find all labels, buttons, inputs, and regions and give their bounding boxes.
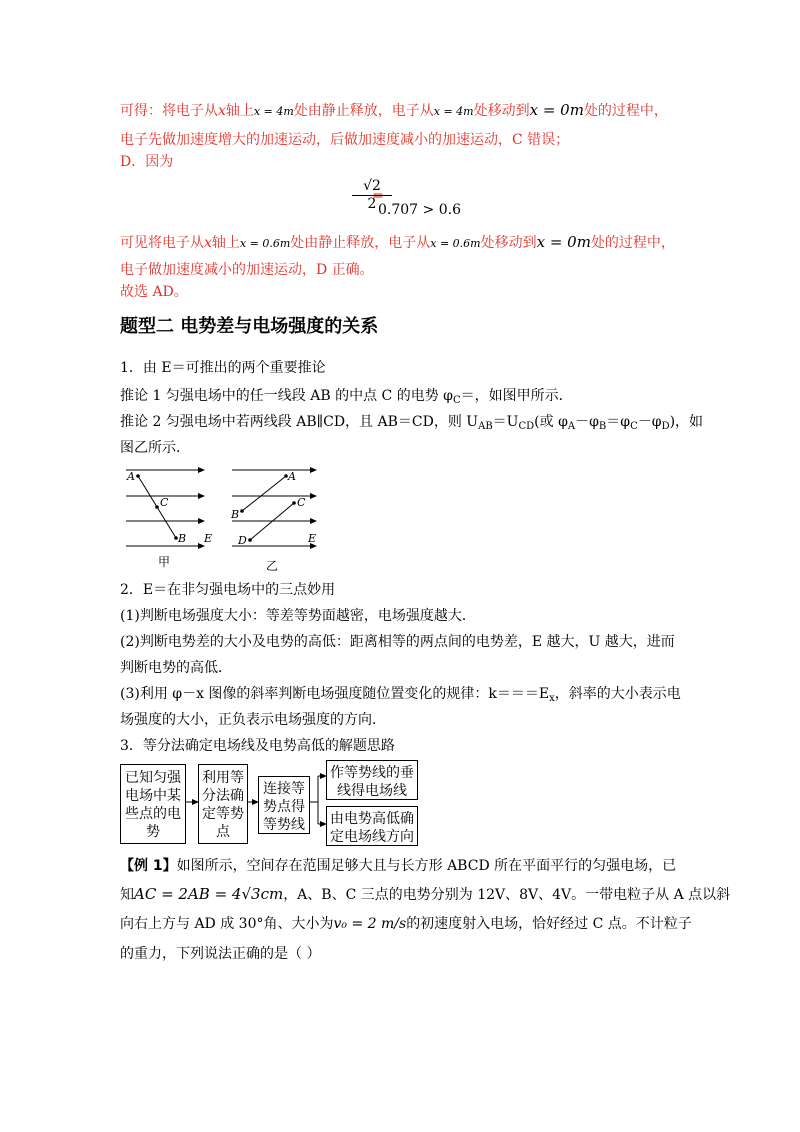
- section2-line-2: (1)判断电场强度大小：等差等势面越密，电场强度越大．: [120, 608, 476, 624]
- text: )，如: [669, 414, 704, 430]
- formula: AC = 2AB = 4√3cm: [134, 885, 284, 903]
- point-a: [136, 474, 140, 478]
- flow-box-5: 由电势高低确 定电场线方向: [326, 806, 418, 846]
- text: 处移动到: [480, 235, 537, 251]
- caption-jia: 甲: [158, 555, 171, 569]
- formula: x = 0.6m: [239, 237, 291, 250]
- text: －φ: [575, 414, 599, 430]
- subscript: D: [661, 421, 670, 432]
- subscript: A: [567, 421, 576, 432]
- example-line-2: [120, 884, 730, 905]
- flow-box-3: 连接等 势点得 等势线: [258, 776, 310, 834]
- example-line-4: 的重力，下列说法正确的是（ ）: [120, 946, 321, 962]
- example-line-1: [120, 856, 676, 876]
- comparison: 0.707 > 0.6: [378, 202, 461, 218]
- formula: x = 0m: [529, 101, 584, 119]
- text: ＝φ: [606, 414, 631, 430]
- solution-line-6: 故选 AD。: [120, 284, 188, 300]
- text: 处由静止释放，电子从: [293, 103, 434, 119]
- section2-line-3: (2)判断电势差的大小及电势的高低：距离相等的两点间的电势差，E 越大，U 越大，进而: [120, 634, 675, 650]
- field-figures: [118, 458, 330, 574]
- text: x: [218, 103, 226, 119]
- text: 推论 2 匀强电场中若两线段 AB∥CD，且 AB＝CD，则 U: [120, 414, 479, 430]
- example-tag: 【例 1】: [120, 858, 177, 874]
- section2-line-1: 2．E＝在非匀强电场中的三点妙用: [120, 582, 336, 598]
- text: ，斜率的大小表示电: [554, 686, 681, 702]
- text: (或 φ: [534, 414, 568, 430]
- point-d: [248, 538, 252, 542]
- formula: x = 4m: [433, 105, 474, 118]
- section1-line-4: 图乙所示．: [120, 440, 190, 456]
- caption-yi: 乙: [266, 559, 279, 573]
- text: 的初速度射入电场，恰好经过 C 点。不计粒子: [406, 916, 692, 932]
- section1-line-2: [120, 386, 573, 411]
- subscript: AB: [478, 421, 493, 432]
- formula: x = 0.6m: [430, 237, 481, 250]
- solution-line-1: [120, 100, 668, 122]
- text: 知: [120, 887, 134, 903]
- text: 处由静止释放，电子从: [290, 235, 431, 251]
- fraction-denominator: 2: [367, 196, 377, 212]
- text: ，A、B、C 三点的电势分别为 12V、8V、4V。一带电粒子从 A 点以斜: [283, 887, 731, 903]
- text: 可见将电子从: [120, 235, 204, 251]
- subscript: C: [452, 395, 461, 406]
- text: ＝，如图甲所示．: [460, 388, 573, 404]
- text: 轴上: [211, 235, 240, 251]
- text: 如图所示，空间存在范围足够大且与长方形 ABCD 所在平面平行的匀强电场，已: [176, 858, 677, 874]
- label-a: A: [127, 470, 135, 483]
- section1-line-3: [120, 412, 703, 437]
- solution-line-5: 电子做加速度减小的加速运动，D 正确。: [120, 262, 374, 278]
- fraction-equals: =: [372, 188, 384, 204]
- text: 向右上方与 AD 成 30°角、大小为: [120, 916, 334, 932]
- point-c: [292, 501, 296, 505]
- text: 处移动到: [473, 103, 530, 119]
- section-heading: 题型二 电势差与电场强度的关系: [120, 316, 379, 337]
- text: －φ: [637, 414, 662, 430]
- segment-ab: [242, 476, 286, 511]
- subscript: CD: [518, 421, 535, 432]
- formula: x = 4m: [253, 105, 294, 118]
- figure-jia: [126, 470, 212, 569]
- label-c: C: [297, 496, 306, 509]
- label-b: B: [231, 508, 240, 521]
- label-d: D: [238, 534, 247, 547]
- label-e: E: [204, 532, 213, 545]
- label-b: B: [178, 532, 187, 545]
- text: 处的过程中，: [583, 103, 668, 119]
- example-line-3: [120, 914, 692, 934]
- flow-box-1: 已知匀强 电场中某 些点的电 势: [120, 764, 186, 844]
- label-c: C: [160, 496, 169, 509]
- solution-line-4: [120, 232, 675, 254]
- subscript: x: [549, 693, 555, 704]
- figure-yi: [230, 470, 316, 573]
- formula: x = 0m: [536, 233, 591, 251]
- label-a: A: [288, 470, 296, 483]
- text: ＝U: [492, 414, 519, 430]
- section2-line-4: 判断电势的高低．: [120, 660, 232, 676]
- point-b: [240, 509, 244, 513]
- subscript: C: [630, 421, 638, 432]
- flow-box-2: 利用等 分法确 定等势 点: [198, 764, 248, 844]
- text: x: [204, 235, 212, 251]
- section2-line-6: 场强度的大小，正负表示电场强度的方向．: [120, 712, 386, 728]
- text: (3)利用 φ－x 图像的斜率判断电场强度随位置变化的规律：k＝＝＝E: [120, 686, 550, 702]
- text: 推论 1 匀强电场中的任一线段 AB 的中点 C 的电势 φ: [120, 388, 453, 404]
- subscript: B: [598, 421, 607, 432]
- solution-line-3: D．因为: [120, 154, 174, 170]
- section2-line-5: [120, 684, 681, 709]
- text: 轴上: [225, 103, 254, 119]
- flow-box-4: 作等势线的垂 线得电场线: [326, 760, 418, 800]
- text: 处的过程中，: [590, 235, 675, 251]
- fraction-numerator: √2: [352, 178, 392, 196]
- section2-line-7: 3．等分法确定电场线及电势高低的解题思路: [120, 738, 395, 754]
- text: 可得：将电子从: [120, 103, 218, 119]
- section1-line-1: 1．由 E＝可推出的两个重要推论: [120, 360, 326, 376]
- solution-line-2: 电子先做加速度增大的加速运动，后做加速度减小的加速运动，C 错误；: [120, 132, 570, 148]
- formula: v₀ = 2 m/s: [333, 916, 407, 932]
- point-c: [155, 505, 159, 509]
- label-e: E: [308, 532, 317, 545]
